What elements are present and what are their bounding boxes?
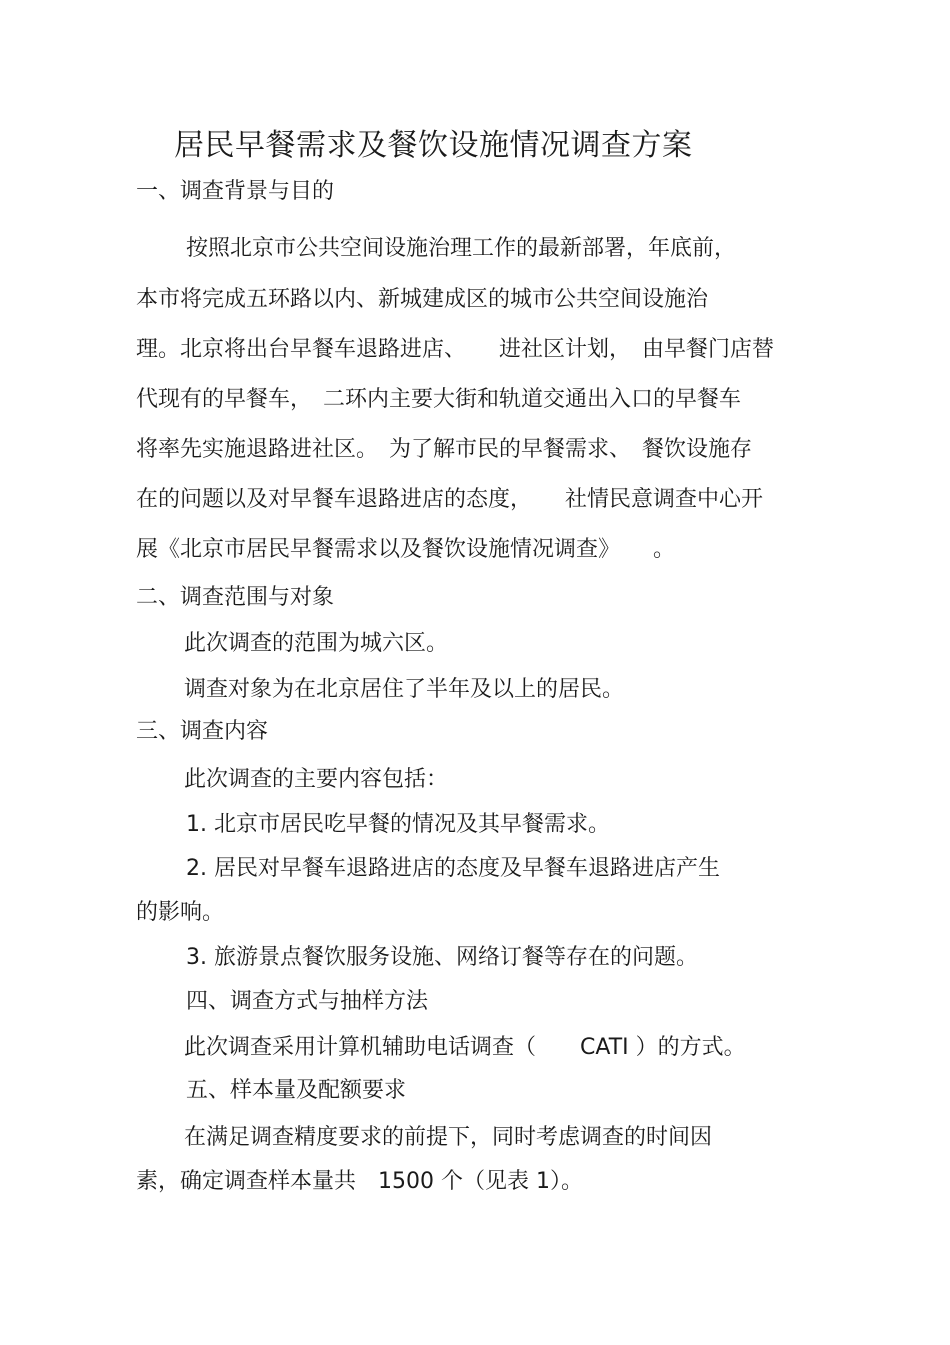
paragraph-line: 将率先实施退路进社区。 为了解市民的早餐需求、 餐饮设施存 [136, 437, 753, 462]
section-heading-method: 四、调查方式与抽样方法 [186, 989, 429, 1014]
list-item: 3. 旅游景点餐饮服务设施、网络订餐等存在的问题。 [186, 945, 698, 970]
paragraph-line: 按照北京市公共空间设施治理工作的最新部署，年底前， [186, 236, 737, 261]
document-title: 居民早餐需求及餐饮设施情况调查方案 [174, 128, 693, 163]
paragraph-line: 在的问题以及对早餐车退路进店的态度， 社情民意调查中心开 [136, 487, 764, 512]
section-heading-content: 三、调查内容 [136, 719, 269, 744]
paragraph-line: 此次调查的主要内容包括： [184, 767, 449, 792]
paragraph-line: 展《北京市居民早餐需求以及餐饮设施情况调查》 。 [136, 537, 676, 562]
paragraph-line: 素，确定调查样本量共 1500 个（见表 1）。 [136, 1169, 583, 1194]
paragraph-line: 此次调查的范围为城六区。 [184, 631, 449, 656]
paragraph-line: 本市将完成五环路以内、新城建成区的城市公共空间设施治 [136, 287, 709, 312]
section-heading-sample: 五、样本量及配额要求 [186, 1078, 407, 1103]
paragraph-line: 理。北京将出台早餐车退路进店、 进社区计划， 由早餐门店替 [136, 337, 775, 362]
paragraph-line: 在满足调查精度要求的前提下，同时考虑调查的时间因 [184, 1125, 713, 1150]
paragraph-line: 代现有的早餐车， 二环内主要大街和轨道交通出入口的早餐车 [136, 387, 742, 412]
paragraph-line: 调查对象为在北京居住了半年及以上的居民。 [184, 677, 625, 702]
list-item: 1. 北京市居民吃早餐的情况及其早餐需求。 [186, 812, 610, 837]
paragraph-line: 此次调查采用计算机辅助电话调查（ CATI ）的方式。 [184, 1035, 746, 1060]
section-heading-scope: 二、调查范围与对象 [136, 585, 335, 610]
list-item-continuation: 的影响。 [136, 900, 225, 925]
section-heading-background: 一、调查背景与目的 [136, 179, 335, 204]
list-item: 2. 居民对早餐车退路进店的态度及早餐车退路进店产生 [186, 856, 720, 881]
